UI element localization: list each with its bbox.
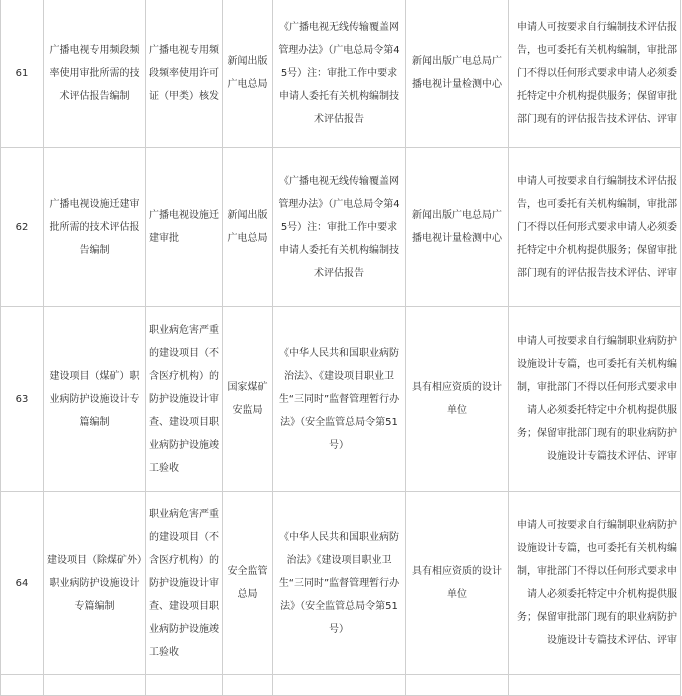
table-row — [1, 307, 681, 492]
handling-decision: 申请人可按要求自行编制技术评估报告，也可委托有关机构编制，审批部门不得以任何形式要求申请人必须委托特定中介机构提供服务；保留审批部门现有的评估报告技术评估、评审 — [509, 148, 681, 307]
empty-cell — [146, 675, 223, 696]
table-row — [1, 148, 681, 307]
legal-basis: 《广播电视无线传输覆盖网管理办法》（广电总局令第45号）注：审批工作中要求申请人委托有关机构编制技术评估报告 — [273, 148, 406, 307]
service-provider: 具有相应资质的设计单位 — [406, 492, 509, 675]
row-number: 63 — [1, 307, 44, 492]
department: 新闻出版广电总局 — [223, 0, 273, 148]
approval-item: 广播电视专用频段频率使用许可证（甲类）核发 — [146, 0, 223, 148]
empty-cell — [406, 675, 509, 696]
row-number: 64 — [1, 492, 44, 675]
handling-decision: 申请人可按要求自行编制职业病防护设施设计专篇，也可委托有关机构编制，审批部门不得以任何形式要求申请人必须委托特定中介机构提供服务；保留审批部门现有的职业病防护设施设计专篇技术评估、评审 — [509, 492, 681, 675]
handling-decision: 申请人可按要求自行编制职业病防护设施设计专篇，也可委托有关机构编制，审批部门不得以任何形式要求申请人必须委托特定中介机构提供服务；保留审批部门现有的职业病防护设施设计专篇技术评估、评审 — [509, 307, 681, 492]
service-provider: 新闻出版广电总局广播电视计量检测中心 — [406, 0, 509, 148]
department: 新闻出版广电总局 — [223, 148, 273, 307]
legal-basis: 《广播电视无线传输覆盖网管理办法》（广电总局令第45号）注：审批工作中要求申请人委托有关机构编制技术评估报告 — [273, 0, 406, 148]
empty-cell — [223, 675, 273, 696]
approval-item: 广播电视设施迁建审批 — [146, 148, 223, 307]
legal-basis: 《中华人民共和国职业病防治法》、《建设项目职业卫生“三同时”监督管理暂行办法》（安全监管总局令第51号） — [273, 307, 406, 492]
empty-cell — [273, 675, 406, 696]
empty-cell — [1, 675, 44, 696]
service-item: 广播电视设施迁建审批所需的技术评估报告编制 — [44, 148, 146, 307]
service-item: 广播电视专用频段频率使用审批所需的技术评估报告编制 — [44, 0, 146, 148]
department: 安全监管总局 — [223, 492, 273, 675]
approval-item: 职业病危害严重的建设项目（不含医疗机构）的防护设施设计审查、建设项目职业病防护设施竣工验收 — [146, 492, 223, 675]
table-row-partial — [1, 675, 681, 696]
row-number: 61 — [1, 0, 44, 148]
department: 国家煤矿安监局 — [223, 307, 273, 492]
empty-cell — [44, 675, 146, 696]
handling-decision: 申请人可按要求自行编制技术评估报告，也可委托有关机构编制，审批部门不得以任何形式要求申请人必须委托特定中介机构提供服务；保留审批部门现有的评估报告技术评估、评审 — [509, 0, 681, 148]
legal-basis: 《中华人民共和国职业病防治法》《建设项目职业卫生“三同时”监督管理暂行办法》（安全监管总局令第51号） — [273, 492, 406, 675]
table-row — [1, 0, 681, 148]
service-provider: 具有相应资质的设计单位 — [406, 307, 509, 492]
row-number: 62 — [1, 148, 44, 307]
service-provider: 新闻出版广电总局广播电视计量检测中心 — [406, 148, 509, 307]
service-item: 建设项目（除煤矿外）职业病防护设施设计专篇编制 — [44, 492, 146, 675]
service-item: 建设项目（煤矿）职业病防护设施设计专篇编制 — [44, 307, 146, 492]
approval-item: 职业病危害严重的建设项目（不含医疗机构）的防护设施设计审查、建设项目职业病防护设施竣工验收 — [146, 307, 223, 492]
table-row — [1, 492, 681, 675]
empty-cell — [509, 675, 681, 696]
